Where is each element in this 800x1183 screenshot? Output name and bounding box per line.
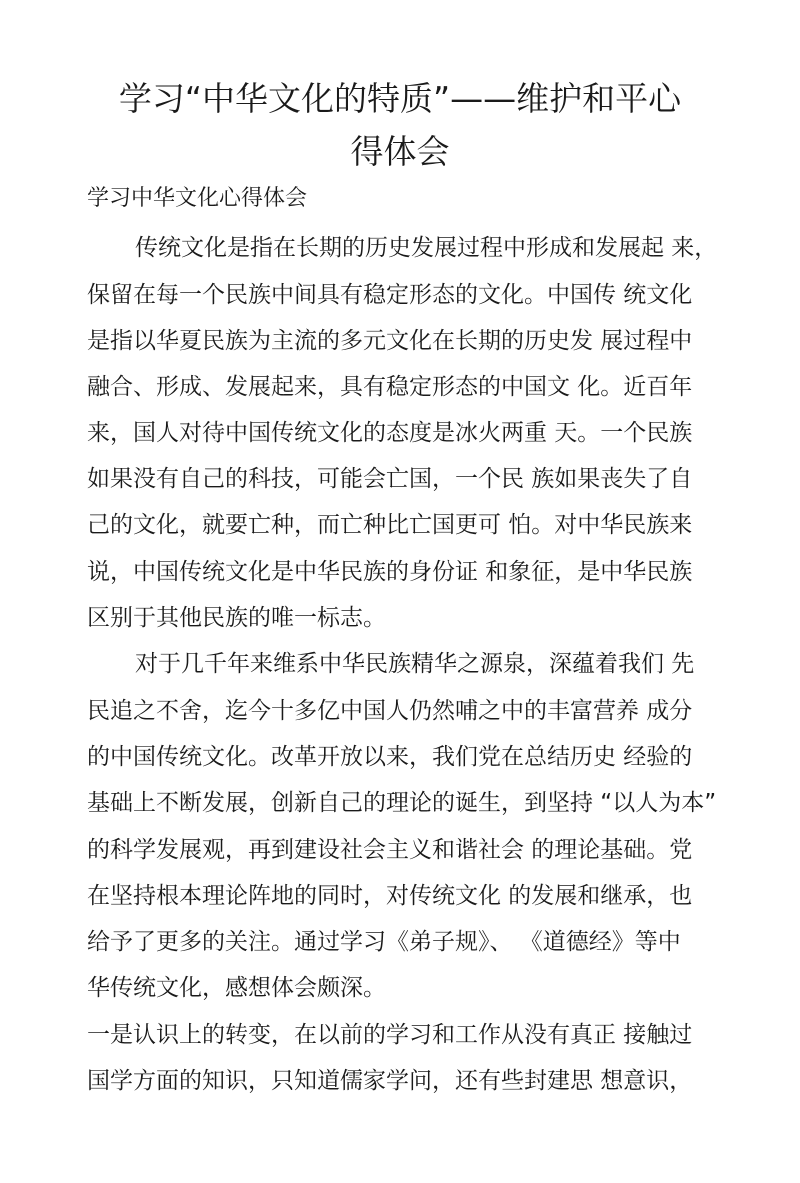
paragraph-line: 融合、形成、发展起来，具有稳定形态的中国文 化。近百年 bbox=[87, 374, 693, 400]
paragraph-line: 说，中国传统文化是中华民族的身份证 和象征，是中华民族 bbox=[87, 559, 693, 585]
paragraph-line: 传统文化是指在长期的历史发展过程中形成和发展起 来， bbox=[135, 235, 718, 261]
paragraph-line: 的中国传统文化。改革开放以来，我们党在总结历史 经验的 bbox=[87, 744, 693, 770]
paragraph-line: 给予了更多的关注。通过学习《弟子规》、 《道德经》等中 bbox=[87, 929, 681, 955]
paragraph-line: 来，国人对待中国传统文化的态度是冰火两重 天。一个民族 bbox=[87, 420, 693, 446]
paragraph-line: 的科学发展观，再到建设社会主义和谐社会 的理论基础。党 bbox=[87, 837, 693, 863]
paragraph-line: 国学方面的知识，只知道儒家学问，还有些封建思 想意识， bbox=[87, 1068, 693, 1094]
paragraph-line: 是指以华夏民族为主流的多元文化在长期的历史发 展过程中 bbox=[87, 328, 693, 354]
document-title-line-2: 得体会 bbox=[350, 132, 450, 171]
paragraph-line: 如果没有自己的科技，可能会亡国，一个民 族如果丧失了自 bbox=[87, 466, 693, 492]
paragraph-line: 保留在每一个民族中间具有稳定形态的文化。中国传 统文化 bbox=[87, 282, 693, 308]
paragraph-line: 己的文化，就要亡种，而亡种比亡国更可 怕。对中华民族来 bbox=[87, 512, 693, 538]
paragraph-line: 在坚持根本理论阵地的同时，对传统文化 的发展和继承，也 bbox=[87, 883, 693, 909]
paragraph-line: 一是认识上的转变，在以前的学习和工作从没有真正 接触过 bbox=[87, 1022, 693, 1048]
paragraph-line: 民追之不舍，迄今十多亿中国人仍然哺之中的丰富营养 成分 bbox=[87, 698, 693, 724]
paragraph-line: 对于几千年来维系中华民族精华之源泉，深蕴着我们 先 bbox=[135, 651, 695, 677]
paragraph-line: 基础上不断发展，创新自己的理论的诞生，到坚持 “以人为本” bbox=[87, 790, 717, 816]
paragraph-line: 华传统文化，感想体会颇深。 bbox=[87, 975, 386, 1001]
document-subtitle: 学习中华文化心得体会 bbox=[87, 186, 308, 211]
document-title-line-1: 学习“中华文化的特质”——维护和平心 bbox=[118, 79, 682, 118]
paragraph-line: 区别于其他民族的唯一标志。 bbox=[87, 605, 386, 631]
